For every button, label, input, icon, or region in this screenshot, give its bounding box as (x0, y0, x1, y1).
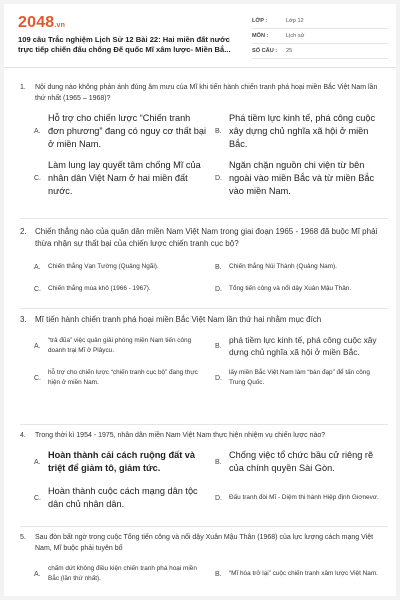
meta-subject-value: Lịch sử (286, 33, 305, 39)
option-b[interactable] (215, 262, 388, 272)
question-text: Chiến thắng nào của quân dân miền Nam Việt Nam trong giai đoạn 1965 - 1968 đã buộc Mĩ phải thừa nhận sự thất bại của chiến lược chiến tranh cục bộ? (35, 227, 378, 248)
option-b[interactable] (215, 112, 388, 151)
option-letter: D. (215, 494, 222, 502)
divider (20, 308, 388, 309)
option-a[interactable] (34, 112, 207, 151)
option-c[interactable] (34, 284, 207, 294)
option-letter: B. (215, 263, 222, 271)
question-text: Mĩ tiến hành chiến tranh phá hoại miền Bắc Việt Nam lần thứ hai nhằm mục đích (35, 315, 322, 324)
option-letter: C. (34, 285, 41, 293)
option-letter: B. (215, 128, 222, 135)
option-c[interactable] (34, 485, 207, 511)
meta-count-value: 25 (286, 48, 293, 54)
divider (20, 218, 388, 219)
option-text: Chiến thắng Vạn Tường (Quảng Ngãi). (48, 263, 159, 270)
option-c[interactable] (34, 368, 207, 388)
option-text: Tổng tiến công và nổi dậy Xuân Mậu Thân. (229, 285, 352, 292)
option-letter: A. (34, 458, 41, 466)
page-header (4, 4, 396, 68)
question-4 (20, 430, 388, 511)
option-text: “Mĩ hóa trở lại” cuộc chiến tranh xâm lược Việt Nam. (229, 570, 378, 577)
option-text: Ngăn chặn nguồn chi viện từ bên ngoài vào miền Bắc và từ miền Bắc vào miền Nam. (229, 160, 375, 196)
quiz-meta (252, 14, 388, 59)
option-letter: D. (215, 175, 222, 182)
logo-suffix: .vn (54, 22, 66, 29)
option-a[interactable] (34, 449, 207, 475)
option-letter: A. (34, 570, 41, 578)
option-letter: D. (215, 285, 222, 293)
divider (20, 526, 388, 527)
option-text: lấy miền Bắc Việt Nam làm “bàn đạp” để tấn công Trung Quốc. (229, 369, 370, 386)
meta-count-key: SỐ CÂU : (252, 48, 278, 54)
meta-class-key: LỚP : (252, 18, 268, 24)
option-text: Làm lung lay quyết tâm chống Mĩ của nhân dân Việt Nam ở hai miền đất nước. (48, 160, 201, 196)
option-text: “trả đũa” việc quân giải phóng miền Nam tiến công doanh trại Mĩ ở Plâycu. (48, 337, 192, 354)
option-text: Chiến thắng Núi Thành (Quảng Nam). (229, 263, 337, 270)
option-text: Hỗ trợ cho chiến lược “Chiến tranh đơn phương” đang có nguy cơ thất bại ở miền Nam. (48, 113, 207, 149)
option-letter: B. (215, 342, 222, 350)
option-b[interactable] (215, 449, 388, 475)
option-text: Đấu tranh đòi Mĩ - Diệm thi hành Hiệp định Giơnevơ. (229, 494, 379, 501)
meta-subject (252, 29, 388, 44)
option-a[interactable] (34, 262, 207, 272)
option-b[interactable] (215, 564, 388, 584)
question-number: 5. (20, 534, 26, 541)
question-text: Sau đòn bất ngờ trong cuộc Tổng tiến công và nổi dậy Xuân Mậu Thân (1968) của lực lượng cách mạng Việt Nam, Mĩ buộc phải tuyên bố (35, 534, 374, 552)
quiz-title: 109 câu Trắc nghiệm Lịch Sử 12 Bài 22: Hai miền đất nước trực tiếp chiến đấu chống Đế quốc Mĩ xâm lược- Miền Bắ... (18, 35, 231, 54)
option-c[interactable] (34, 159, 207, 198)
question-text: Nội dung nào không phản ánh đúng âm mưu của Mĩ khi tiến hành chiến tranh phá hoại miền Bắc Việt Nam lần thứ nhất (1965 – 1968)? (35, 84, 378, 102)
option-letter: A. (34, 263, 41, 271)
meta-class (252, 14, 388, 29)
meta-subject-key: MÔN : (252, 33, 269, 39)
option-text: Chiến thắng mùa khô (1966 - 1967). (48, 285, 151, 292)
option-text: Phá tiềm lực kinh tế, phá công cuộc xây dựng chủ nghĩa xã hội ở miền Bắc. (229, 113, 376, 149)
option-d[interactable] (215, 159, 388, 198)
option-text: phá tiềm lực kinh tế, phá công cuộc xây dựng chủ nghĩa xã hội ở miền Bắc. (229, 335, 377, 357)
option-text: hỗ trợ cho chiến lược “chiến tranh cục bộ” đang thực hiện ở miền Nam. (48, 369, 198, 386)
question-3 (20, 314, 388, 388)
question-number: 4. (20, 432, 26, 439)
option-b[interactable] (215, 334, 388, 358)
option-letter: C. (34, 494, 41, 502)
logo-text: 2048 (18, 14, 55, 31)
site-logo[interactable] (18, 14, 65, 32)
option-letter: A. (34, 128, 41, 135)
question-number: 1. (20, 84, 26, 91)
option-text: Hoàn thành cuộc cách mạng dân tộc dân chủ nhân dân. (48, 486, 198, 509)
option-text: Chống việc tổ chức bầu cử riêng rẽ của chính quyền Sài Gòn. (229, 450, 374, 473)
divider (20, 424, 388, 425)
option-letter: A. (34, 342, 41, 350)
question-number: 3. (20, 315, 27, 324)
option-text: chấm dứt không điều kiện chiến tranh phá hoại miền Bắc (lần thứ nhất). (48, 565, 197, 582)
question-text: Trong thời kì 1954 - 1975, nhân dân miền Nam Việt Nam thực hiện nhiệm vụ chiến lược nào? (35, 432, 326, 439)
quiz-page (4, 4, 396, 596)
meta-class-value: Lớp 12 (286, 18, 304, 24)
question-number: 2. (20, 227, 27, 236)
question-1 (20, 82, 388, 198)
option-d[interactable] (215, 485, 388, 511)
question-5 (20, 532, 388, 584)
meta-question-count (252, 44, 388, 59)
option-a[interactable] (34, 334, 207, 358)
question-2 (20, 226, 388, 294)
option-letter: C. (34, 374, 41, 382)
option-text: Hoàn thành cải cách ruộng đất và triệt để giảm tô, giảm tức. (48, 450, 196, 473)
option-d[interactable] (215, 284, 388, 294)
option-letter: B. (215, 458, 222, 466)
option-letter: C. (34, 175, 41, 182)
option-letter: B. (215, 570, 222, 578)
option-d[interactable] (215, 368, 388, 388)
option-letter: D. (215, 374, 222, 382)
option-a[interactable] (34, 564, 207, 584)
